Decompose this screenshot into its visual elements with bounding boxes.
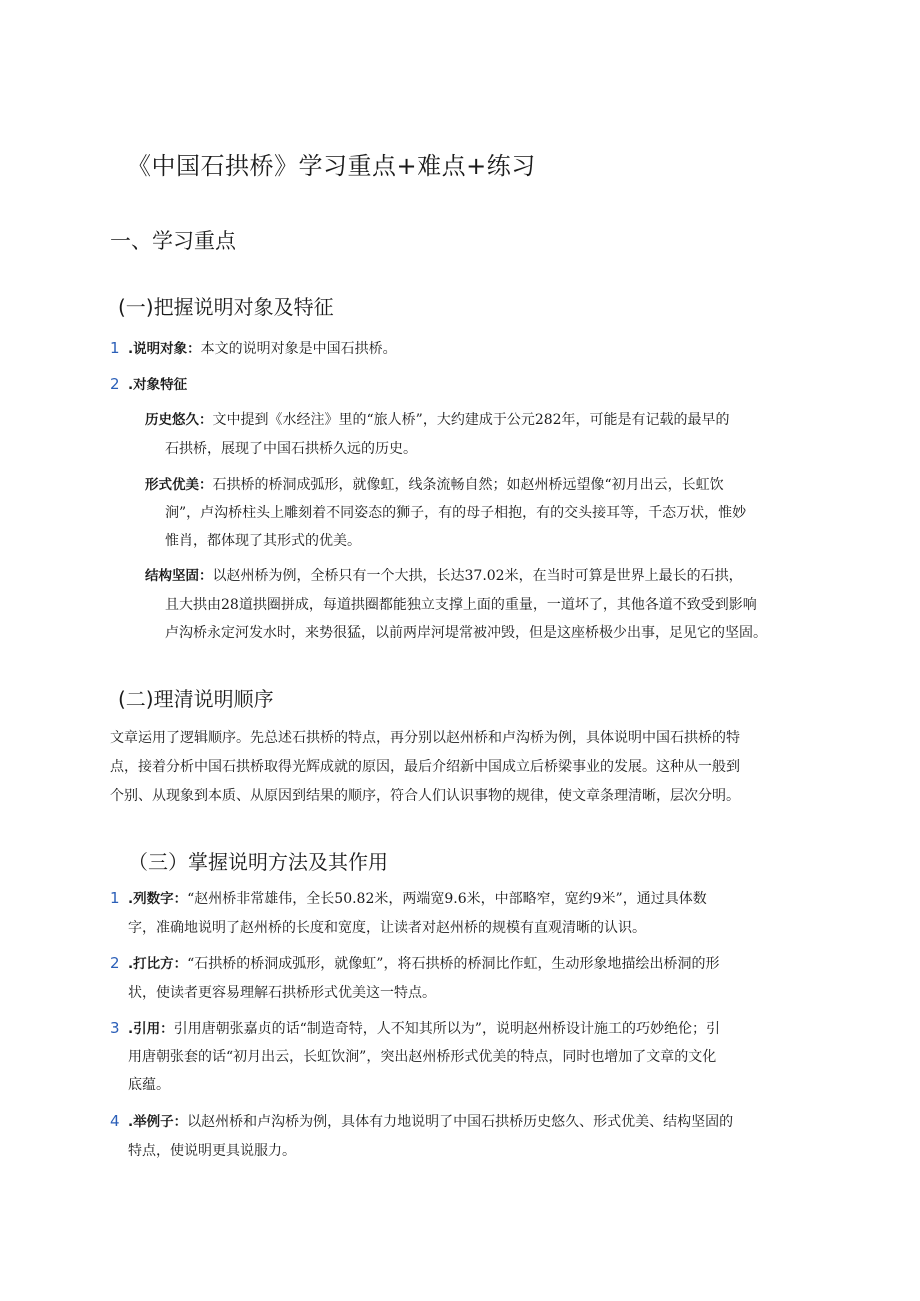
method-line <box>128 889 707 909</box>
feature-label: 形式优美： <box>145 477 213 493</box>
method-line: 状，使读者更容易理解石拱桥形式优美这一特点。 <box>128 985 436 1001</box>
item-text: 本文的说明对象是中国石拱桥。 <box>200 341 397 357</box>
method-text: “石拱桥的桥洞成弧形，就像虹”，将石拱桥的桥洞比作虹，生动形象地描绘出桥洞的形 <box>187 956 720 972</box>
list-number: 2 <box>110 375 120 393</box>
feature-structure-line: 卢沟桥永定河发水时，来势很猛，以前两岸河堤常被冲毁，但是这座桥极少出事，足见它的坚固。 <box>165 625 767 641</box>
feature-beauty-line: 惟肖，都体现了其形式的优美。 <box>165 533 361 549</box>
subsection-heading-methods: （三）掌握说明方法及其作用 <box>128 850 388 874</box>
method-line <box>128 1112 733 1132</box>
method-line <box>128 954 719 974</box>
paragraph-line: 文章运用了逻辑顺序。先总述石拱桥的特点，再分别以赵州桥和卢沟桥为例，具体说明中国石拱桥的特 <box>110 730 740 746</box>
feature-history-line: 石拱桥，展现了中国石拱桥久远的历史。 <box>165 441 417 457</box>
paragraph-line: 点，接着分析中国石拱桥取得光辉成就的原因，最后介绍新中国成立后桥梁事业的发展。这种从一般到 <box>110 759 740 775</box>
method-line: 用唐朝张套的话“初月出云，长虹饮涧”，突出赵州桥形式优美的特点，同时也增加了文章的文化 <box>128 1049 717 1065</box>
method-text: “赵州桥非常雄伟，全长50.82米，两端宽9.6米，中部略窄，宽约9米”，通过具体数 <box>187 891 707 907</box>
subsection-heading-object: (一)把握说明对象及特征 <box>118 295 334 319</box>
feature-beauty-line <box>145 475 724 495</box>
feature-history-line <box>145 410 730 430</box>
section-heading-key-points: 一、学习重点 <box>110 229 236 253</box>
feature-structure-line <box>145 566 743 586</box>
method-line: 底蕴。 <box>128 1077 170 1093</box>
document-title: 《中国石拱桥》学习重点+难点+练习 <box>127 152 536 180</box>
list-number: 1 <box>110 339 120 357</box>
method-label: .引用： <box>128 1021 174 1037</box>
method-label: .举例子： <box>128 1114 188 1130</box>
feature-text: 文中提到《水经注》里的“旅人桥”，大约建成于公元282年，可能是有记载的最早的 <box>212 412 730 428</box>
feature-beauty-line: 涧”，卢沟桥柱头上雕刻着不同姿态的狮子，有的母子相抱，有的交头接耳等，千态万状，惟妙 <box>165 505 747 521</box>
list-number: 2 <box>110 954 120 972</box>
list-number: 3 <box>110 1019 120 1037</box>
method-label: .打比方： <box>128 956 188 972</box>
item-label: .说明对象： <box>128 341 201 357</box>
list-number: 1 <box>110 889 120 907</box>
feature-text: 以赵州桥为例，全桥只有一个大拱，长达37.02米，在当时可算是世界上最长的石拱， <box>212 568 743 584</box>
feature-text: 石拱桥的桥洞成弧形，就像虹，线条流畅自然；如赵州桥远望像“初月出云，长虹饮 <box>212 477 724 493</box>
feature-label: 历史悠久： <box>145 412 213 428</box>
list-number: 4 <box>110 1112 120 1130</box>
item-label: .对象特征 <box>128 377 188 393</box>
list-item-features <box>128 375 187 395</box>
method-text: 引用唐朝张嘉贞的话“制造奇特，人不知其所以为”，说明赵州桥设计施工的巧妙绝伦；引 <box>173 1021 720 1037</box>
list-item-object <box>128 339 397 359</box>
subsection-heading-order: (二)理清说明顺序 <box>118 687 274 711</box>
method-line <box>128 1019 720 1039</box>
feature-label: 结构坚固： <box>145 568 213 584</box>
order-paragraph <box>110 724 810 811</box>
method-label: .列数字： <box>128 891 188 907</box>
method-text: 以赵州桥和卢沟桥为例，具体有力地说明了中国石拱桥历史悠久、形式优美、结构坚固的 <box>187 1114 734 1130</box>
method-line: 特点，使说明更具说服力。 <box>128 1143 296 1159</box>
feature-structure-line: 且大拱由28道拱圈拼成，每道拱圈都能独立支撑上面的重量，一道坏了，其他各道不致受到影响 <box>165 597 757 613</box>
paragraph-line: 个别、从现象到本质、从原因到结果的顺序，符合人们认识事物的规律，使文章条理清晰，层次分明。 <box>110 788 740 804</box>
method-line: 字，准确地说明了赵州桥的长度和宽度，让读者对赵州桥的规模有直观清晰的认识。 <box>128 920 646 936</box>
